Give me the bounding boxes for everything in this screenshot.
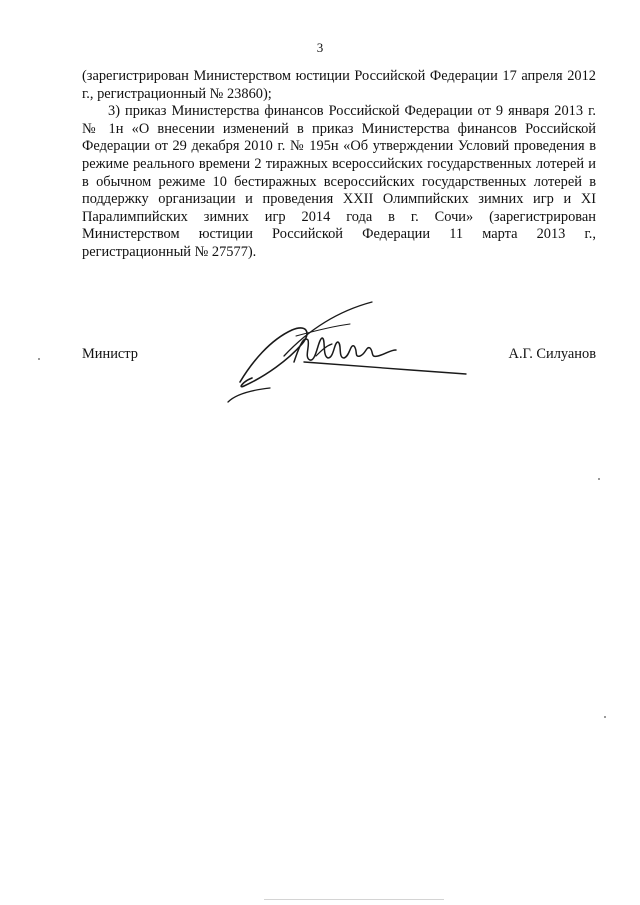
scan-speck	[264, 899, 444, 900]
handwritten-signature	[222, 296, 472, 406]
page-number: 3	[316, 40, 324, 55]
scan-speck	[604, 716, 606, 718]
scan-speck	[38, 358, 40, 360]
paragraph-item-3: 3) приказ Министерства финансов Российской Федерации от 9 января 2013 г. № 1н «О внесении изменений в приказ Министерства финансов Российской Федерации от 29 декабря 2010 г. № 195н «Об утверждении Условий проведения в режиме реального времени 2 тиражных всероссийских государственных лотерей и в обычном режиме 10 бестиражных всероссийских государственных лотерей в поддержку организации и проведения XXII Олимпийских зимних игр и XI Паралимпийских зимних игр 2014 года в г. Сочи» (зарегистрирован Министерством юстиции Российской Федерации 11 марта 2013 г., регистрационный № 27577).	[82, 103, 596, 260]
paragraph-registration-note: (зарегистрирован Министерством юстиции Российской Федерации 17 апреля 2012 г., регистрационный № 23860);	[82, 68, 596, 102]
signer-position: Министр	[82, 346, 138, 362]
document-body	[82, 68, 596, 262]
scan-speck	[598, 478, 600, 480]
signer-name: А.Г. Силуанов	[508, 346, 596, 362]
